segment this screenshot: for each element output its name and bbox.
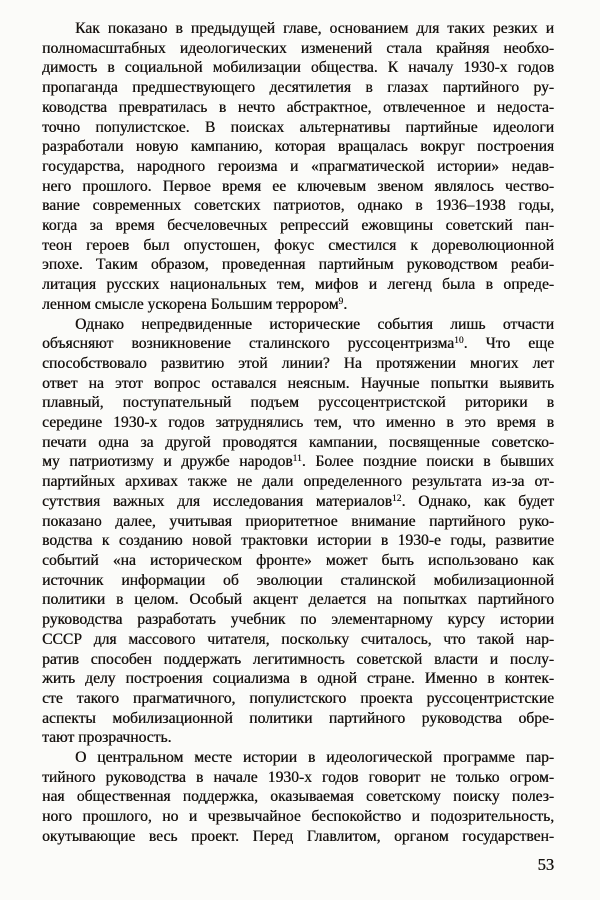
page-number: 53	[537, 855, 554, 874]
text-line: полномасштабных идеологических изменений стала крайняя необхо-	[42, 39, 554, 57]
text-line: государства, народного героизма и «прагматической истории» недав-	[42, 157, 554, 175]
text-line: теон героев был опустошен, фокус сместился к дореволюционной	[42, 236, 554, 254]
text-line: Как показано в предыдущей главе, основанием для таких резких и	[75, 20, 554, 37]
text-line: середине 1930-х годов затруднялись тем, что именно в это время в	[42, 414, 554, 432]
text-line: пропаганда предшествующего десятилетия в глазах партийного ру-	[42, 79, 554, 97]
text-line: источник информации об эволюции сталинской мобилизационной	[42, 571, 554, 589]
text-line: тают прозрачность.	[42, 729, 172, 747]
text-line: ленном смысле ускорена Большим террором$^9$.	[42, 295, 348, 313]
text-line: ответ на этот вопрос оставался неясным. Научные попытки выявить	[42, 374, 554, 392]
text-line: показано далее, учитывая приоритетное внимание партийного руко-	[42, 512, 554, 530]
text-line: му патриотизму и дружбе народов$^{11}$. Более поздние поиски в бывших	[42, 453, 554, 471]
text-line: окутывающие весь проект. Перед Главлитом, органом государствен-	[42, 827, 554, 845]
text-line: эпохе. Таким образом, проведенная партийным руководством реаби-	[42, 256, 554, 274]
footnote-ref: 11	[292, 454, 302, 465]
text-line: политики в целом. Особый акцент делается на попытках партийного	[42, 591, 554, 609]
text-line: сте такого прагматичного, популистского проекта руссоцентристские	[42, 689, 554, 707]
text-line: тийного руководства в начале 1930-х годов говорит не только огром-	[42, 768, 554, 786]
footnote-ref: 9	[338, 296, 344, 307]
text-line: партийных архивах также не дали определенного результата из-за от-	[42, 473, 554, 491]
text-line: ратив способен поддержать легитимность советской власти и послу-	[42, 650, 554, 668]
text-line: димость в социальной мобилизации общества. К началу 1930-х годов	[42, 59, 554, 77]
text-line: разработали новую кампанию, которая вращалась вокруг построения	[42, 138, 554, 156]
text-line: О центральном месте истории в идеологической программе пар-	[75, 749, 554, 767]
paragraph	[42, 748, 554, 847]
text-line: СССР для массового читателя, поскольку считалось, что такой нар-	[42, 630, 554, 648]
text-line: способствовало развитию этой линии? На протяжении многих лет	[42, 354, 554, 372]
text-line: когда за время бесчеловечных репрессий ежовщины советский пан-	[42, 217, 554, 235]
text-line: точно популистское. В поисках альтернативы партийные идеологи	[42, 118, 554, 136]
text-line: аспекты мобилизационной политики партийного руководства обре-	[42, 709, 554, 727]
page-body	[42, 19, 554, 847]
text-line: ная общественная поддержка, оказываемая советскому поиску полез-	[42, 788, 554, 806]
text-line: ководства превратилась в нечто абстрактное, отвлеченное и недоста-	[42, 98, 554, 116]
text-line: водства к созданию новой трактовки истории в 1930-е годы, развитие	[42, 532, 554, 550]
footnote-ref: 12	[391, 493, 402, 504]
text-line: сутствия важных для исследования материалов$^{12}$. Однако, как будет	[42, 492, 554, 510]
text-line: вание современных советских патриотов, однако в 1936–1938 годы,	[42, 197, 554, 215]
footnote-ref: 10	[454, 336, 464, 347]
text-line: руководства разработать учебник по элементарному курсу истории	[42, 611, 554, 629]
text-line: событий «на историческом фронте» может быть использовано как	[42, 551, 554, 569]
paragraph	[42, 19, 554, 315]
text-line: жить делу построения социализма в одной стране. Именно в контек-	[42, 670, 554, 688]
text-line: объясняют возникновение сталинского руссоцентризма$^{10}$. Что еще	[42, 335, 554, 353]
text-line: Однако непредвиденные исторические события лишь отчасти	[75, 315, 554, 333]
text-line: литация русских национальных тем, мифов и легенд была в опреде-	[42, 276, 554, 294]
paragraph	[42, 315, 554, 748]
text-line: печати одна за другой проводятся кампании, посвященные советско-	[42, 433, 554, 451]
text-line: него прошлого. Первое время ее ключевым звеном являлось чество-	[42, 177, 554, 195]
text-line: ного прошлого, но и чрезвычайное беспокойство и подозрительность,	[42, 808, 554, 826]
text-line: плавный, поступательный подъем руссоцентристской риторики в	[42, 394, 554, 412]
